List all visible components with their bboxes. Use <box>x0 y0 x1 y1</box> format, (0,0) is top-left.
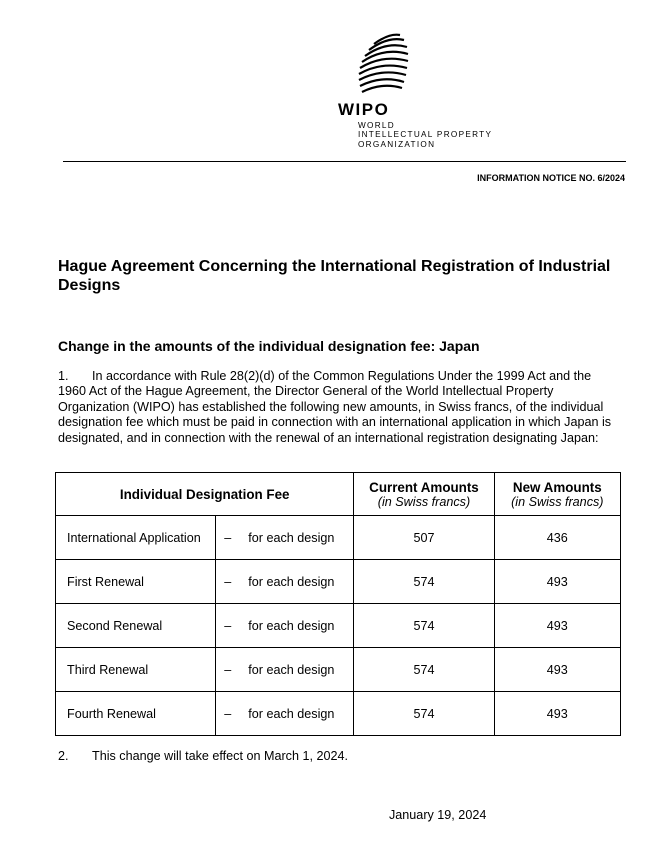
paragraph-2 <box>58 749 348 763</box>
fee-name-cell: Fourth Renewal <box>56 692 216 736</box>
current-amount-cell: 574 <box>354 692 494 736</box>
wipo-sub-line: INTELLECTUAL PROPERTY <box>358 130 493 140</box>
fee-table <box>55 472 621 736</box>
wipo-sub-line: WORLD <box>358 121 395 130</box>
header-new-label: New Amounts <box>512 479 602 495</box>
fee-desc-cell <box>216 692 354 736</box>
wipo-subtitle <box>358 121 492 149</box>
document-date: January 19, 2024 <box>389 808 487 822</box>
fee-name-cell: Third Renewal <box>56 648 216 692</box>
header-current-sub: (in Swiss francs) <box>377 494 471 509</box>
table-row <box>56 560 621 604</box>
paragraph-text: In accordance with Rule 28(2)(d) of the Common Regulations Under the 1999 Act and the 1960 Act of the Hague Agreement, the Director General of the World Intellectual Property Organization (WIPO) has established the following new amounts, in Swiss francs, of the individual designation fee which must be paid in connection with an international application in which Japan is designated, and in connection with the renewal of an international registration designating Japan: <box>58 369 612 445</box>
table-header-row <box>56 473 621 516</box>
notice-number: INFORMATION NOTICE NO. 6/2024 <box>477 173 625 183</box>
header-new <box>494 473 620 516</box>
fee-desc-cell <box>216 560 354 604</box>
fee-desc: for each design <box>248 662 335 677</box>
table-row <box>56 648 621 692</box>
paragraph-number: 2. <box>58 749 69 763</box>
document-subtitle: Change in the amounts of the individual designation fee: Japan <box>58 338 480 354</box>
header-current <box>354 473 494 516</box>
table-row <box>56 516 621 560</box>
dash: – <box>224 618 232 633</box>
wipo-sub-line: ORGANIZATION <box>358 139 436 149</box>
new-amount-cell: 493 <box>494 648 620 692</box>
wipo-logo <box>336 30 516 155</box>
fee-desc-cell <box>216 648 354 692</box>
current-amount-cell: 574 <box>354 604 494 648</box>
paragraph-1 <box>58 369 618 446</box>
paragraph-number: 1. <box>58 369 69 383</box>
header-current-label: Current Amounts <box>369 479 479 495</box>
fee-desc: for each design <box>248 706 335 721</box>
fee-name-cell: First Renewal <box>56 560 216 604</box>
new-amount-cell: 493 <box>494 604 620 648</box>
dash: – <box>224 662 232 677</box>
current-amount-cell: 507 <box>354 516 494 560</box>
new-amount-cell: 493 <box>494 560 620 604</box>
fee-desc: for each design <box>248 530 335 545</box>
fee-desc: for each design <box>248 618 335 633</box>
current-amount-cell: 574 <box>354 560 494 604</box>
wipo-wordmark: WIPO <box>338 100 390 119</box>
table-row <box>56 604 621 648</box>
new-amount-cell: 493 <box>494 692 620 736</box>
header-divider <box>63 161 626 162</box>
fee-name-cell: International Application <box>56 516 216 560</box>
wipo-emblem-icon <box>356 30 416 100</box>
fee-desc-cell <box>216 516 354 560</box>
header-fee: Individual Designation Fee <box>56 473 354 516</box>
paragraph-text: This change will take effect on March 1, 2024. <box>92 749 348 763</box>
fee-desc: for each design <box>248 574 335 589</box>
header-new-sub: (in Swiss francs) <box>511 494 604 509</box>
fee-name-cell: Second Renewal <box>56 604 216 648</box>
document-title: Hague Agreement Concerning the International Registration of Industrial Designs <box>58 258 611 294</box>
fee-desc-cell <box>216 604 354 648</box>
dash: – <box>224 574 232 589</box>
table-row <box>56 692 621 736</box>
dash: – <box>224 530 232 545</box>
new-amount-cell: 436 <box>494 516 620 560</box>
current-amount-cell: 574 <box>354 648 494 692</box>
dash: – <box>224 706 232 721</box>
